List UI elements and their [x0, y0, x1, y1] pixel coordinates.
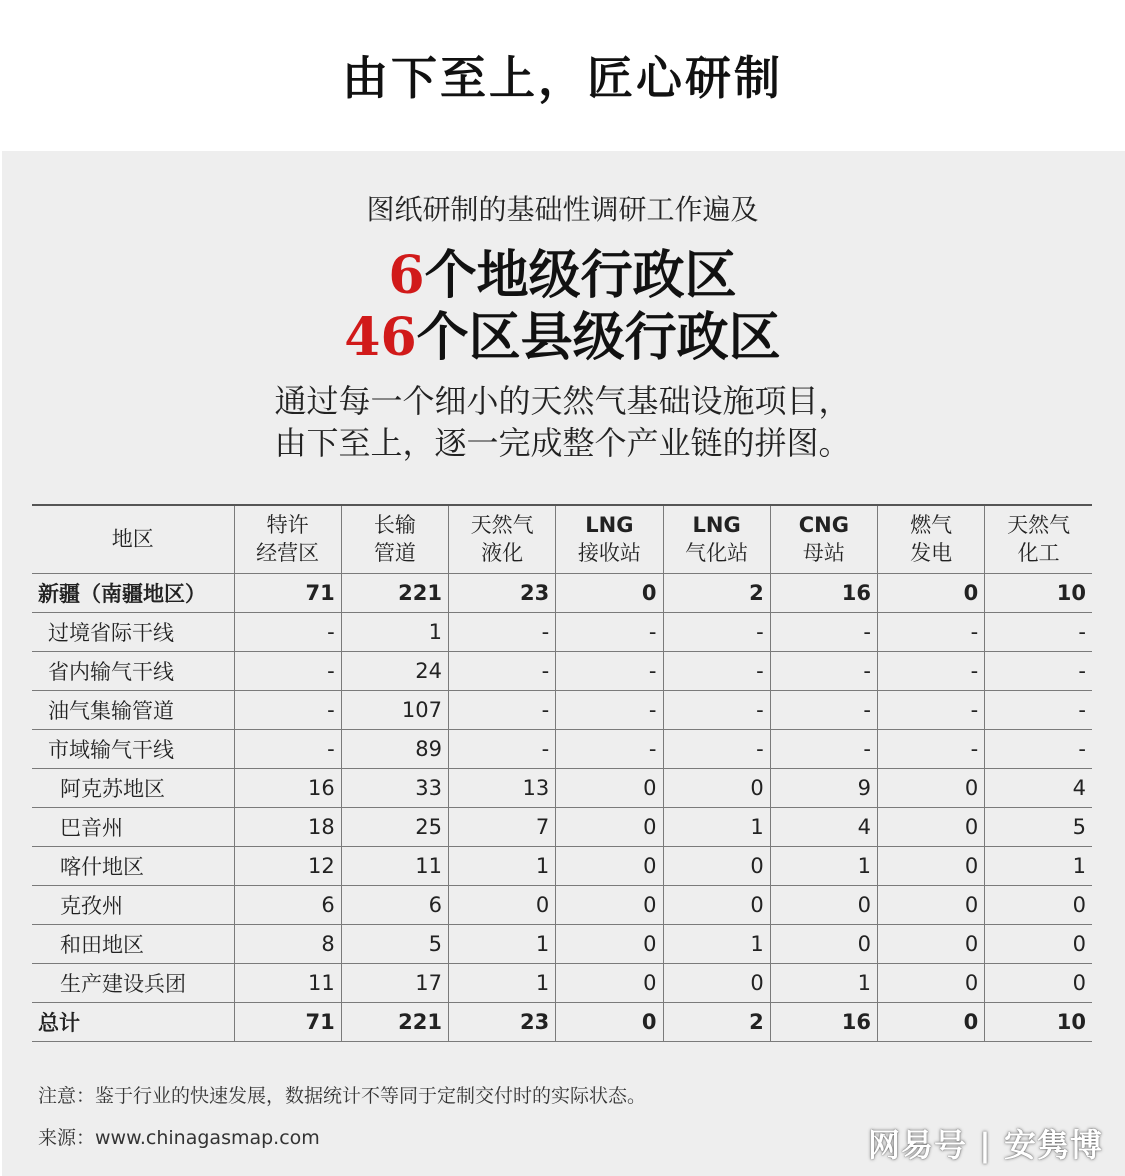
value-cell: 0: [556, 768, 663, 807]
value-cell: 0: [878, 807, 985, 846]
region-cell: 新疆（南疆地区）: [32, 573, 234, 612]
value-cell: 9: [770, 768, 877, 807]
value-cell: 0: [556, 573, 663, 612]
value-cell: -: [234, 729, 341, 768]
intro-text: 图纸研制的基础性调研工作遍及: [366, 193, 759, 226]
value-cell: -: [878, 651, 985, 690]
value-cell: 7: [449, 807, 556, 846]
region-cell: 和田地区: [32, 924, 234, 963]
value-cell: 1: [341, 612, 448, 651]
value-cell: 0: [556, 846, 663, 885]
table-row: [32, 885, 1092, 924]
column-header-line-1: 地区: [111, 527, 154, 552]
column-header: [32, 505, 234, 573]
column-header-line-2: 发电: [910, 541, 953, 566]
source-credit: 来源：www.chinagasmap.com: [38, 1127, 320, 1149]
value-cell: 1: [449, 924, 556, 963]
table-row: [32, 807, 1092, 846]
value-cell: -: [770, 651, 877, 690]
column-header-line-2: 气化站: [685, 541, 749, 566]
value-cell: 24: [341, 651, 448, 690]
value-cell: 2: [663, 573, 770, 612]
infrastructure-table: [32, 504, 1092, 1042]
value-cell: 0: [556, 1002, 663, 1041]
table-row: [32, 1002, 1092, 1041]
value-cell: -: [663, 612, 770, 651]
region-cell: 油气集输管道: [32, 690, 234, 729]
value-cell: 89: [341, 729, 448, 768]
value-cell: 0: [770, 885, 877, 924]
column-header-line-2: 母站: [802, 541, 845, 566]
column-header-line-1: CNG: [798, 513, 849, 538]
headline-prefecture-text: 个地级行政区: [424, 245, 737, 306]
value-cell: -: [985, 612, 1092, 651]
value-cell: -: [663, 651, 770, 690]
value-cell: 0: [985, 885, 1092, 924]
value-cell: 221: [341, 573, 448, 612]
value-cell: 13: [449, 768, 556, 807]
value-cell: -: [556, 612, 663, 651]
value-cell: 1: [985, 846, 1092, 885]
value-cell: -: [449, 651, 556, 690]
value-cell: -: [663, 690, 770, 729]
column-header: [234, 505, 341, 573]
value-cell: -: [985, 651, 1092, 690]
value-cell: -: [985, 729, 1092, 768]
value-cell: 0: [449, 885, 556, 924]
region-cell: 阿克苏地区: [32, 768, 234, 807]
value-cell: 23: [449, 1002, 556, 1041]
value-cell: 33: [341, 768, 448, 807]
value-cell: 16: [234, 768, 341, 807]
value-cell: 1: [449, 846, 556, 885]
value-cell: -: [556, 690, 663, 729]
value-cell: 0: [663, 768, 770, 807]
value-cell: -: [878, 690, 985, 729]
table-row: [32, 651, 1092, 690]
value-cell: 0: [878, 1002, 985, 1041]
table-header-row: [32, 505, 1092, 573]
region-cell: 市域输气干线: [32, 729, 234, 768]
column-header-line-2: 液化: [481, 541, 524, 566]
column-header: [985, 505, 1092, 573]
value-cell: -: [234, 690, 341, 729]
value-cell: 0: [878, 573, 985, 612]
value-cell: 0: [556, 885, 663, 924]
table-row: [32, 729, 1092, 768]
value-cell: 16: [770, 573, 877, 612]
column-header-line-1: LNG: [692, 513, 741, 538]
column-header-line-2: 管道: [373, 541, 416, 566]
disclaimer-note: 注意：鉴于行业的快速发展，数据统计不等同于定制交付时的实际状态。: [38, 1085, 647, 1107]
value-cell: 10: [985, 573, 1092, 612]
column-header-line-1: 特许: [266, 513, 309, 538]
value-cell: 1: [770, 846, 877, 885]
value-cell: -: [878, 729, 985, 768]
value-cell: -: [556, 651, 663, 690]
column-header-line-2: 经营区: [256, 541, 320, 566]
column-header-line-2: 化工: [1017, 541, 1060, 566]
value-cell: -: [449, 690, 556, 729]
value-cell: 71: [234, 1002, 341, 1041]
value-cell: -: [770, 612, 877, 651]
page-title: 由下至上，匠心研制: [342, 51, 783, 105]
value-cell: -: [663, 729, 770, 768]
value-cell: 4: [770, 807, 877, 846]
value-cell: 6: [234, 885, 341, 924]
description: [0, 380, 1125, 464]
value-cell: 0: [556, 807, 663, 846]
table-row: [32, 846, 1092, 885]
value-cell: 4: [985, 768, 1092, 807]
value-cell: 11: [234, 963, 341, 1002]
value-cell: -: [556, 729, 663, 768]
headline-county-number: 46: [344, 307, 417, 368]
description-line-1: 通过每一个细小的天然气基础设施项目，: [274, 382, 851, 420]
column-header-line-1: 天然气: [470, 513, 534, 538]
value-cell: 0: [985, 924, 1092, 963]
description-line-2: 由下至上，逐一完成整个产业链的拼图。: [274, 424, 851, 462]
value-cell: 0: [878, 963, 985, 1002]
table-body: [32, 573, 1092, 1041]
table-row: [32, 690, 1092, 729]
value-cell: -: [234, 612, 341, 651]
column-header-line-1: LNG: [585, 513, 634, 538]
value-cell: 18: [234, 807, 341, 846]
value-cell: 0: [985, 963, 1092, 1002]
value-cell: 71: [234, 573, 341, 612]
value-cell: 0: [663, 963, 770, 1002]
value-cell: 23: [449, 573, 556, 612]
column-header: [770, 505, 877, 573]
value-cell: -: [449, 612, 556, 651]
value-cell: 1: [449, 963, 556, 1002]
column-header-line-1: 长输: [373, 513, 416, 538]
column-header: [449, 505, 556, 573]
value-cell: 1: [663, 807, 770, 846]
value-cell: 0: [878, 846, 985, 885]
value-cell: -: [770, 729, 877, 768]
region-cell: 喀什地区: [32, 846, 234, 885]
value-cell: 1: [770, 963, 877, 1002]
value-cell: 0: [878, 924, 985, 963]
table-row: [32, 768, 1092, 807]
value-cell: 17: [341, 963, 448, 1002]
value-cell: 2: [663, 1002, 770, 1041]
column-header: [878, 505, 985, 573]
value-cell: -: [449, 729, 556, 768]
value-cell: 0: [770, 924, 877, 963]
value-cell: -: [770, 690, 877, 729]
region-cell: 省内输气干线: [32, 651, 234, 690]
value-cell: 5: [985, 807, 1092, 846]
value-cell: -: [234, 651, 341, 690]
region-cell: 总计: [32, 1002, 234, 1041]
region-cell: 巴音州: [32, 807, 234, 846]
headline-prefecture-number: 6: [388, 245, 425, 306]
value-cell: -: [985, 690, 1092, 729]
headline-county: [0, 308, 1125, 368]
value-cell: 25: [341, 807, 448, 846]
value-cell: 5: [341, 924, 448, 963]
region-cell: 生产建设兵团: [32, 963, 234, 1002]
headline-county-text: 个区县级行政区: [416, 307, 781, 368]
value-cell: 11: [341, 846, 448, 885]
table-row: [32, 963, 1092, 1002]
value-cell: 16: [770, 1002, 877, 1041]
table-row: [32, 573, 1092, 612]
column-header: [556, 505, 663, 573]
value-cell: 107: [341, 690, 448, 729]
value-cell: 0: [878, 885, 985, 924]
value-cell: 6: [341, 885, 448, 924]
column-header-line-1: 燃气: [910, 513, 953, 538]
value-cell: 0: [556, 924, 663, 963]
region-cell: 克孜州: [32, 885, 234, 924]
value-cell: 12: [234, 846, 341, 885]
column-header-line-2: 接收站: [577, 541, 641, 566]
value-cell: 10: [985, 1002, 1092, 1041]
value-cell: 8: [234, 924, 341, 963]
value-cell: 0: [663, 885, 770, 924]
column-header: [341, 505, 448, 573]
value-cell: 0: [663, 846, 770, 885]
value-cell: 221: [341, 1002, 448, 1041]
value-cell: -: [878, 612, 985, 651]
table-row: [32, 924, 1092, 963]
value-cell: 0: [878, 768, 985, 807]
headline-prefecture: [0, 246, 1125, 306]
value-cell: 1: [663, 924, 770, 963]
value-cell: 0: [556, 963, 663, 1002]
column-header-line-1: 天然气: [1007, 513, 1071, 538]
table-row: [32, 612, 1092, 651]
column-header: [663, 505, 770, 573]
watermark: 网易号 | 安隽博: [868, 1126, 1103, 1164]
region-cell: 过境省际干线: [32, 612, 234, 651]
